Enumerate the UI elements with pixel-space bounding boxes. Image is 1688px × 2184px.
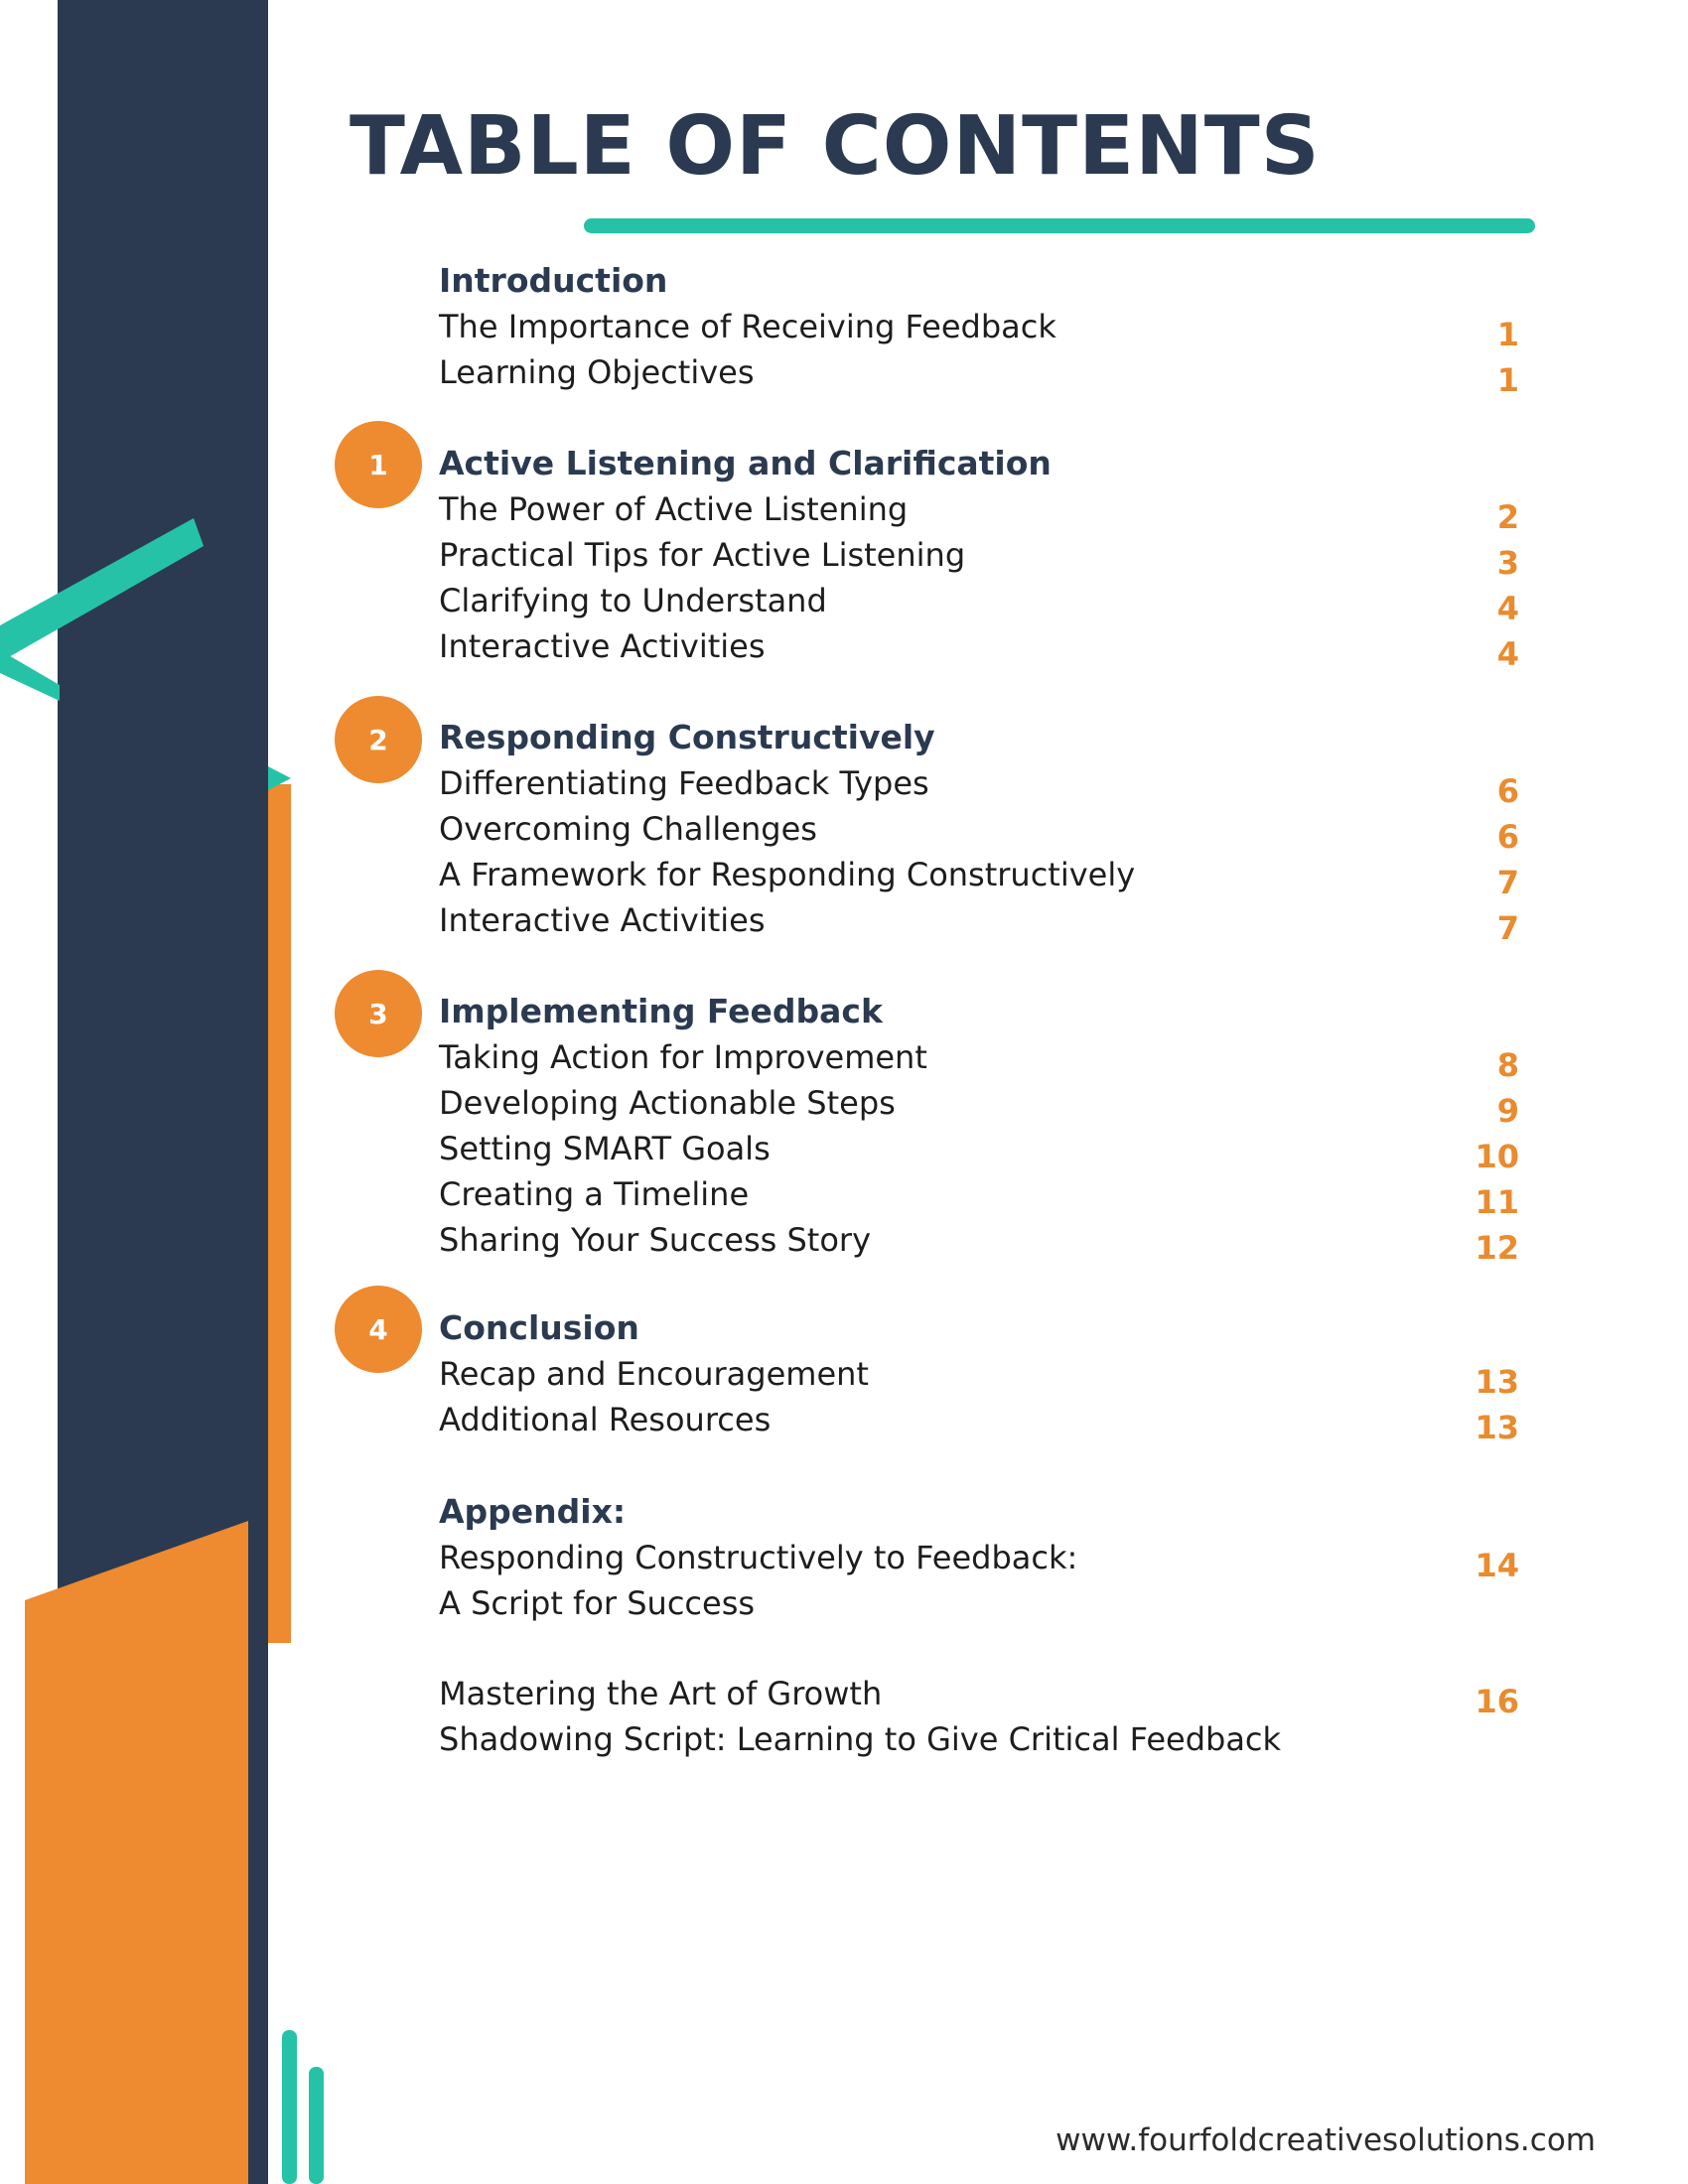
toc-entry: Setting SMART Goals xyxy=(439,1130,771,1167)
section-heading-responding: Responding Constructively xyxy=(439,718,935,756)
toc-entry: Mastering the Art of Growth xyxy=(439,1675,883,1712)
toc-entry-continued: A Script for Success xyxy=(439,1584,756,1622)
toc-entry: Overcoming Challenges xyxy=(439,810,817,848)
section-heading-active-listening: Active Listening and Clarification xyxy=(439,444,1052,482)
orange-bottom-block xyxy=(25,1521,248,2184)
toc-entry: Interactive Activities xyxy=(439,901,766,939)
toc-page-number: 7 xyxy=(1496,864,1519,901)
toc-page-number: 3 xyxy=(1496,544,1519,582)
toc-page-number: 10 xyxy=(1475,1138,1519,1175)
toc-entry: Clarifying to Understand xyxy=(439,582,827,619)
toc-entry: Sharing Your Success Story xyxy=(439,1221,872,1259)
toc-entry: The Importance of Receiving Feedback xyxy=(439,308,1056,345)
page-title: TABLE OF CONTENTS xyxy=(350,99,1321,194)
toc-page-number: 6 xyxy=(1496,772,1519,810)
section-heading-implementing: Implementing Feedback xyxy=(439,992,883,1030)
title-underline xyxy=(584,218,1535,233)
section-number-badge: 3 xyxy=(335,970,422,1057)
section-number-badge: 4 xyxy=(335,1286,422,1373)
toc-page-number: 13 xyxy=(1475,1363,1519,1401)
toc-page-number: 9 xyxy=(1496,1092,1519,1130)
toc-entry: Practical Tips for Active Listening xyxy=(439,536,966,574)
toc-entry: Interactive Activities xyxy=(439,627,766,665)
toc-entry: Responding Constructively to Feedback: xyxy=(439,1539,1078,1576)
toc-page-number: 13 xyxy=(1475,1409,1519,1446)
toc-page-number: 2 xyxy=(1496,498,1519,536)
toc-page-number: 6 xyxy=(1496,818,1519,856)
toc-entry: Recap and Encouragement xyxy=(439,1355,869,1393)
toc-entry: Learning Objectives xyxy=(439,353,755,391)
toc-page-number: 12 xyxy=(1475,1229,1519,1267)
toc-entry: Shadowing Script: Learning to Give Critical Feedback xyxy=(439,1720,1282,1758)
section-heading-conclusion: Conclusion xyxy=(439,1308,639,1347)
section-heading-introduction: Introduction xyxy=(439,261,668,300)
section-number-badge: 2 xyxy=(335,696,422,783)
toc-entry: A Framework for Responding Constructively xyxy=(439,856,1136,893)
toc-page-number: 4 xyxy=(1496,635,1519,673)
website-url[interactable]: www.fourfoldcreativesolutions.com xyxy=(1055,2122,1596,2158)
toc-entry: Additional Resources xyxy=(439,1401,772,1438)
toc-page-number: 11 xyxy=(1475,1183,1519,1221)
toc-page-number: 4 xyxy=(1496,590,1519,627)
toc-page-number: 1 xyxy=(1496,316,1519,353)
teal-vertical-line-2 xyxy=(309,2067,324,2184)
toc-page-number: 16 xyxy=(1475,1683,1519,1720)
section-heading-appendix: Appendix: xyxy=(439,1492,627,1531)
toc-entry: The Power of Active Listening xyxy=(439,490,909,528)
section-number-badge: 1 xyxy=(335,421,422,508)
teal-chevron-stripe xyxy=(0,650,60,701)
teal-vertical-line-1 xyxy=(282,2030,297,2184)
toc-entry: Differentiating Feedback Types xyxy=(439,764,929,802)
toc-page-number: 14 xyxy=(1475,1547,1519,1584)
toc-page-number: 1 xyxy=(1496,361,1519,399)
toc-entry: Developing Actionable Steps xyxy=(439,1084,896,1122)
toc-page-number: 8 xyxy=(1496,1046,1519,1084)
toc-entry: Creating a Timeline xyxy=(439,1175,750,1213)
toc-entry: Taking Action for Improvement xyxy=(439,1038,927,1076)
toc-page-number: 7 xyxy=(1496,909,1519,947)
